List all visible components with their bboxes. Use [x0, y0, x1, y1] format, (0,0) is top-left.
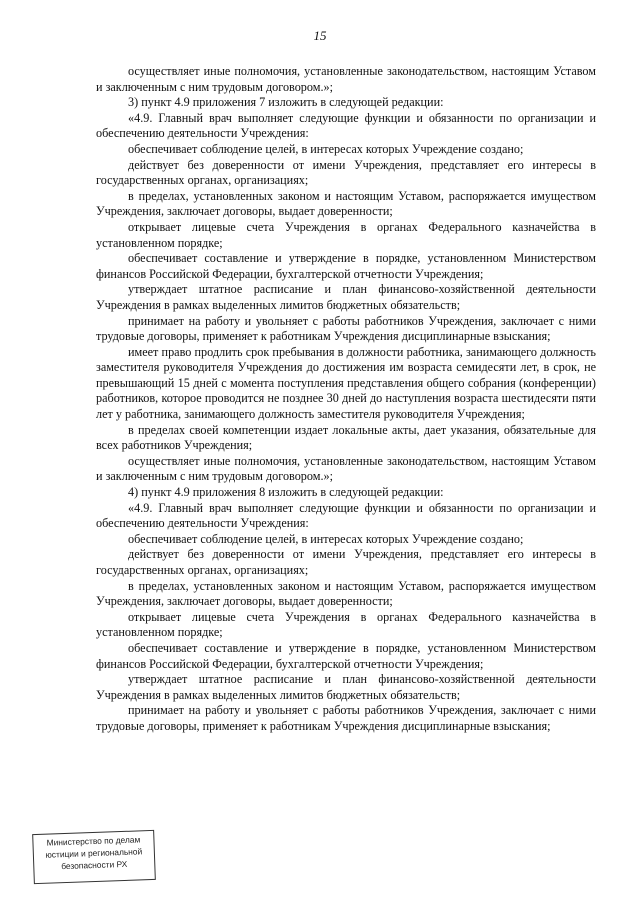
- paragraph: 4) пункт 4.9 приложения 8 изложить в следующей редакции:: [128, 485, 444, 500]
- stamp-line: юстиции и региональной: [45, 846, 143, 860]
- paragraph: «4.9. Главный врач выполняет следующие функции и обязанности по организации и обеспечению деятельности Учреждения:: [96, 500, 596, 531]
- paragraph: принимает на работу и увольняет с работы работников Учреждения, заключает с ними трудовые договоры, применяет к работникам Учреждения дисциплинарные взыскания;: [96, 313, 596, 344]
- paragraph: действует без доверенности от имени Учреждения, представляет его интересы в государственных органах, организациях;: [96, 157, 596, 188]
- paragraph: имеет право продлить срок пребывания в должности работника, занимающего должность заместителя руководителя Учреждения до достижения им возраста семидесяти лет, в срок, не превышающий 15 дней с момента поступления представления общего собрания (конференции) работников, которое проводится не позднее 30 дней до наступления возраста шестидесяти пяти лет у работника, занимающего должность заместителя руководителя Учреждения;: [96, 344, 596, 422]
- paragraph: действует без доверенности от имени Учреждения, представляет его интересы в государственных органах, организациях;: [96, 547, 596, 577]
- stamp-line: безопасности РХ: [61, 858, 128, 872]
- paragraph: открывает лицевые счета Учреждения в органах Федерального казначейства в установленном порядке;: [96, 609, 596, 640]
- paragraph: 3) пункт 4.9 приложения 7 изложить в следующей редакции:: [128, 95, 444, 110]
- paragraph: обеспечивает составление и утверждение в порядке, установленном Министерством финансов Российской Федерации, бухгалтерской отчетности Учреждения;: [96, 640, 596, 671]
- paragraph: в пределах, установленных законом и настоящим Уставом, распоряжается имуществом Учреждения, заключает договоры, выдает доверенности;: [96, 578, 596, 609]
- paragraph: в пределах своей компетенции издает локальные акты, дает указания, обязательные для всех работников Учреждения;: [96, 422, 596, 453]
- paragraph: обеспечивает составление и утверждение в порядке, установленном Министерством финансов Российской Федерации, бухгалтерской отчетности Учреждения;: [96, 251, 596, 281]
- paragraph: «4.9. Главный врач выполняет следующие функции и обязанности по организации и обеспечению деятельности Учреждения:: [96, 110, 596, 141]
- paragraph: открывает лицевые счета Учреждения в органах Федерального казначейства в установленном порядке;: [96, 219, 596, 250]
- paragraph: обеспечивает соблюдение целей, в интересах которых Учреждение создано;: [128, 531, 524, 546]
- paragraph: принимает на работу и увольняет с работы работников Учреждения, заключает с ними трудовые договоры, применяет к работникам Учреждения дисциплинарные взыскания;: [96, 703, 596, 733]
- document-body: [96, 64, 596, 735]
- paragraph: осуществляет иные полномочия, установленные законодательством, настоящим Уставом и заключенным с ним трудовым договором.»;: [96, 453, 596, 484]
- paragraph: утверждает штатное расписание и план финансово-хозяйственной деятельности Учреждения в рамках выделенных лимитов бюджетных обязательств;: [96, 282, 596, 312]
- paragraph: обеспечивает соблюдение целей, в интересах которых Учреждение создано;: [128, 141, 524, 156]
- registration-stamp: [32, 830, 156, 884]
- paragraph: в пределах, установленных законом и настоящим Уставом, распоряжается имуществом Учреждения, заключает договоры, выдает доверенности;: [96, 188, 596, 219]
- paragraph: осуществляет иные полномочия, установленные законодательством, настоящим Уставом и заключенным с ним трудовым договором.»;: [96, 64, 596, 94]
- paragraph: утверждает штатное расписание и план финансово-хозяйственной деятельности Учреждения в рамках выделенных лимитов бюджетных обязательств;: [96, 672, 596, 702]
- page-number: 15: [313, 28, 327, 43]
- stamp-line: Министерство по делам: [46, 834, 141, 848]
